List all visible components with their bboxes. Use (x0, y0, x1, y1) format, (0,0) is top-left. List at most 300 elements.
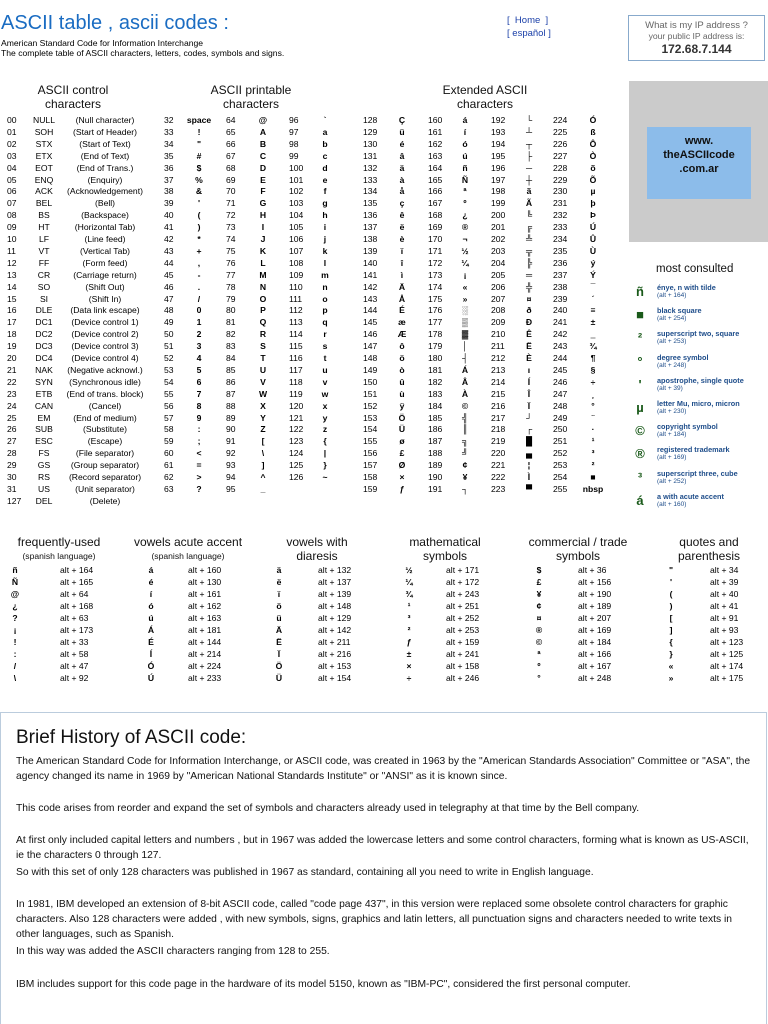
char-glyph: õ (590, 162, 596, 173)
group-alt-code: alt + 64 (60, 589, 89, 599)
char-code: 165 (428, 174, 443, 185)
char-glyph: + (196, 245, 202, 256)
spanish-link[interactable]: español (512, 28, 546, 39)
control-code: 11 (7, 245, 16, 256)
char-glyph: e (322, 174, 328, 185)
char-code: 182 (428, 376, 443, 387)
consulted-alt: (alt + 164) (657, 292, 687, 299)
char-code: 216 (491, 400, 506, 411)
consulted-name[interactable]: copyright symbol (657, 422, 718, 432)
control-code: 26 (7, 424, 17, 435)
char-glyph: Ì (527, 472, 531, 482)
char-glyph: ¹ (591, 436, 595, 447)
char-glyph: Í (527, 376, 531, 387)
char-glyph: ê (399, 210, 405, 221)
char-glyph: ¥ (462, 472, 468, 482)
char-code: 224 (553, 115, 568, 125)
char-glyph: i (323, 222, 327, 233)
char-glyph: B (259, 138, 267, 149)
char-glyph: A (259, 126, 267, 137)
char-code: 207 (491, 293, 506, 304)
char-glyph: ë (399, 222, 405, 233)
group-title-line: symbols (422, 549, 467, 563)
char-code: 121 (289, 412, 304, 423)
group-title-line: vowels with (286, 535, 348, 549)
consulted-name[interactable]: letter Mu, micro, micron (657, 399, 740, 408)
char-glyph: ¾ (589, 341, 597, 352)
char-code: 187 (428, 436, 443, 447)
char-glyph: Ó (589, 115, 597, 125)
char-code: 133 (363, 174, 378, 185)
char-code: 152 (363, 400, 378, 411)
char-glyph: ÿ (399, 400, 405, 411)
char-glyph: U (259, 364, 267, 375)
char-code: 42 (164, 234, 174, 244)
char-code: 68 (226, 162, 236, 173)
most-consulted-heading: most consulted (656, 263, 734, 275)
char-glyph: N (259, 281, 267, 292)
control-desc: (Start of Text) (79, 138, 131, 149)
char-glyph: L (260, 257, 266, 268)
control-abbr: ETB (35, 388, 53, 399)
char-glyph: █ (525, 436, 533, 447)
char-code: 144 (363, 305, 378, 316)
char-code: 63 (164, 483, 174, 494)
group-alt-code: alt + 160 (188, 565, 222, 575)
char-glyph: ® (461, 222, 469, 233)
char-glyph: ^ (260, 472, 266, 482)
char-code: 174 (428, 281, 443, 292)
char-code: 232 (553, 210, 568, 221)
char-code: 178 (428, 329, 443, 340)
control-desc: (End of Trans.) (76, 162, 134, 173)
control-abbr: LF (38, 234, 50, 244)
char-glyph: ½ (461, 245, 469, 256)
char-glyph: ï (400, 245, 404, 256)
char-glyph: ▄ (525, 448, 533, 459)
char-glyph: q (322, 317, 328, 328)
char-code: 62 (164, 472, 174, 482)
char-code: 210 (491, 329, 506, 340)
char-code: 102 (289, 186, 304, 197)
char-code: 90 (226, 424, 236, 435)
control-code: 18 (7, 329, 17, 340)
char-glyph: u (322, 364, 328, 375)
char-code: 129 (363, 126, 378, 137)
char-code: 161 (428, 126, 443, 137)
char-glyph: ¶ (590, 353, 596, 363)
control-abbr: FF (38, 257, 50, 268)
control-desc: (Form feed) (82, 257, 128, 268)
char-glyph: ▒ (461, 317, 469, 328)
char-glyph: Ï (527, 400, 531, 411)
char-glyph: ı (527, 364, 531, 375)
char-glyph: ┌ (525, 424, 533, 435)
char-glyph: ┘ (525, 412, 533, 423)
group-alt-code: alt + 248 (578, 673, 612, 683)
char-glyph: ║ (461, 424, 469, 435)
control-abbr: HT (38, 222, 50, 233)
group-char: ± (406, 649, 412, 659)
control-code: 14 (7, 281, 17, 292)
char-glyph: < (196, 448, 202, 459)
group-alt-code: alt + 184 (578, 637, 612, 647)
group-char: á (148, 565, 154, 575)
group-alt-code: alt + 162 (188, 601, 222, 611)
char-glyph: { (323, 436, 327, 447)
consulted-name[interactable]: degree symbol (657, 352, 709, 362)
consulted-char[interactable]: ñ (636, 284, 644, 299)
char-code: 104 (289, 210, 304, 221)
control-code: 07 (7, 198, 17, 209)
group-alt-code: alt + 158 (446, 661, 480, 671)
char-code: 134 (363, 186, 378, 197)
control-code: 28 (7, 448, 17, 459)
char-code: 83 (226, 341, 236, 352)
char-code: 206 (491, 281, 506, 292)
char-code: 138 (363, 234, 378, 244)
char-code: 87 (226, 388, 236, 399)
group-alt-code: alt + 168 (60, 601, 94, 611)
group-alt-code: alt + 253 (446, 625, 480, 635)
page-description: The complete table of ASCII characters, letters, codes, symbols and signs. (1, 48, 285, 58)
char-code: 153 (363, 412, 378, 423)
char-glyph: y (322, 412, 328, 423)
char-code: 64 (226, 115, 236, 125)
char-glyph: Ø (398, 460, 406, 471)
group-char: ÷ (406, 673, 412, 683)
home-link[interactable]: Home (514, 15, 541, 26)
char-code: 47 (164, 293, 174, 304)
char-glyph: æ (398, 317, 406, 328)
group-alt-code: alt + 252 (446, 613, 480, 623)
control-chars-heading: ASCII control characters (37, 83, 109, 111)
group-char: ú (148, 613, 154, 623)
char-glyph: T (260, 353, 266, 363)
group-char: ó (148, 601, 154, 611)
control-desc: (Negative acknowl.) (67, 364, 143, 375)
group-heading (262, 535, 372, 563)
char-code: 132 (363, 162, 378, 173)
char-code: 76 (226, 257, 236, 268)
group-title-line: diaresis (296, 549, 338, 563)
char-glyph: D (259, 162, 267, 173)
control-code: 27 (7, 436, 17, 447)
group-char: Ñ (11, 577, 19, 587)
char-glyph: ╦ (525, 245, 533, 256)
ip-label: your public IP address is: (648, 31, 745, 41)
group-alt-code: alt + 36 (578, 565, 607, 575)
char-glyph: & (195, 186, 203, 197)
group-title-line: vowels acute accent (133, 535, 243, 549)
char-code: 233 (553, 222, 568, 233)
char-code: 135 (363, 198, 378, 209)
group-char: ² (407, 625, 411, 635)
consulted-char[interactable]: ' (638, 376, 642, 392)
char-code: 65 (226, 126, 236, 137)
group-heading (516, 535, 640, 563)
control-code: 13 (7, 269, 17, 280)
control-desc: (Acknowledgement) (67, 186, 143, 197)
group-char: £ (536, 577, 542, 587)
char-code: 230 (553, 186, 568, 197)
consulted-name[interactable]: a with acute accent (657, 491, 724, 501)
char-glyph: ╩ (525, 234, 533, 244)
control-desc: (File separator) (75, 448, 135, 459)
char-code: 162 (428, 138, 443, 149)
group-alt-code: alt + 241 (446, 649, 480, 659)
char-glyph: Á (461, 364, 469, 375)
control-desc: (Carriage return) (73, 269, 137, 280)
char-code: 101 (289, 174, 304, 185)
char-code: 99 (289, 150, 299, 161)
group-alt-code: alt + 139 (318, 589, 352, 599)
char-glyph: x (322, 400, 328, 411)
char-code: 86 (226, 376, 236, 387)
consulted-name[interactable]: énye, n with tilde (657, 283, 716, 292)
char-code: 128 (363, 115, 378, 125)
char-glyph: è (399, 234, 405, 244)
char-code: 39 (164, 198, 174, 209)
control-desc: (Device control 3) (71, 341, 139, 352)
group-alt-code: alt + 153 (318, 661, 352, 671)
group-alt-code: alt + 125 (710, 649, 744, 659)
char-glyph: ö (399, 353, 405, 363)
group-char: ñ (12, 565, 18, 575)
group-title-line: quotes and (679, 535, 739, 549)
char-glyph: Þ (590, 210, 596, 221)
control-abbr: RS (38, 472, 50, 482)
char-code: 55 (164, 388, 174, 399)
char-glyph: ╬ (525, 281, 533, 292)
group-char: ® (535, 625, 543, 635)
char-code: 164 (428, 162, 443, 173)
char-glyph: ≡ (590, 305, 596, 316)
consulted-name[interactable]: registered trademark (657, 445, 730, 455)
consulted-char[interactable]: á (636, 492, 644, 508)
group-char: ) (669, 601, 673, 611)
char-code: 243 (553, 341, 568, 352)
char-glyph: , (197, 257, 201, 268)
char-glyph: g (322, 198, 328, 209)
char-glyph: ò (399, 364, 405, 375)
char-code: 145 (363, 317, 378, 328)
char-code: 112 (289, 305, 303, 316)
char-code: 96 (289, 115, 299, 125)
char-code: 109 (289, 269, 304, 280)
char-code: 51 (164, 341, 174, 352)
consulted-name[interactable]: superscript three, cube (657, 468, 738, 478)
ip-address-box (628, 15, 765, 61)
char-code: 159 (363, 483, 378, 494)
control-desc: (Data link escape) (70, 305, 140, 316)
char-code: 97 (289, 126, 299, 137)
char-glyph: I (261, 222, 265, 233)
char-glyph: î (400, 257, 404, 268)
consulted-char[interactable]: © (635, 423, 645, 439)
group-alt-code: alt + 190 (578, 589, 612, 599)
char-code: 111 (289, 293, 303, 304)
control-abbr: DC4 (35, 353, 53, 363)
char-code: 242 (553, 329, 568, 340)
group-alt-code: alt + 161 (188, 589, 222, 599)
control-desc: (Bell) (94, 198, 116, 209)
control-code: 05 (7, 174, 17, 185)
consulted-char[interactable]: ³ (637, 469, 643, 485)
ip-value: 172.68.7.144 (661, 42, 732, 56)
consulted-char[interactable]: µ (636, 400, 644, 415)
char-code: 66 (226, 138, 236, 149)
char-glyph: Î (527, 388, 531, 399)
control-abbr: NULL (33, 115, 55, 125)
char-glyph: § (590, 364, 596, 375)
char-glyph: J (260, 234, 266, 244)
char-code: 170 (428, 234, 443, 244)
control-abbr: NAK (35, 364, 53, 375)
char-glyph: C (259, 150, 267, 161)
char-glyph: P (260, 305, 266, 316)
group-alt-code: alt + 58 (60, 649, 89, 659)
control-desc: (Horizontal Tab) (74, 222, 136, 233)
char-glyph: à (399, 174, 405, 185)
char-code: 40 (164, 210, 174, 221)
char-glyph: 8 (196, 400, 202, 411)
group-char: ¡ (13, 625, 17, 635)
char-glyph: $ (196, 162, 202, 173)
char-glyph: £ (399, 448, 405, 459)
group-alt-code: alt + 91 (710, 613, 739, 623)
consulted-name[interactable]: black square (657, 306, 702, 316)
char-glyph: k (322, 245, 328, 256)
char-code: 236 (553, 257, 568, 268)
history-paragraph-3: At first only included capital letters and numbers , but in 1967 was added the lowercase letters and some control characters, forming what is known as US-ASCII, ie the characters 0 through 127. (16, 835, 749, 862)
consulted-char[interactable]: ® (635, 446, 645, 462)
char-code: 217 (491, 412, 506, 423)
char-glyph: ª (463, 186, 467, 197)
char-code: 221 (491, 460, 506, 471)
group-char: Ö (275, 661, 283, 671)
group-char: Í (149, 649, 153, 659)
char-code: 147 (363, 341, 378, 352)
group-alt-code: alt + 171 (446, 565, 480, 575)
char-code: 108 (289, 257, 304, 268)
char-glyph: Ö (398, 412, 406, 423)
char-glyph: ▓ (461, 329, 469, 340)
char-code: 254 (553, 472, 568, 482)
consulted-name[interactable]: apostrophe, single quote (657, 375, 744, 385)
char-glyph: > (196, 472, 202, 482)
char-glyph: [ (261, 436, 265, 447)
char-glyph: a (322, 126, 328, 137)
char-code: 167 (428, 198, 443, 209)
char-glyph: ¬ (462, 234, 468, 244)
char-code: 155 (363, 436, 378, 447)
char-glyph: W (258, 388, 268, 399)
site-banner[interactable] (629, 81, 768, 242)
consulted-alt: (alt + 252) (657, 477, 687, 485)
group-char: \ (13, 673, 17, 683)
control-abbr: US (38, 483, 50, 494)
group-title-line: frequently-used (17, 535, 101, 549)
char-glyph: µ (590, 186, 596, 197)
site-logo: www. theASCIIcode .com.ar (647, 127, 751, 199)
group-alt-code: alt + 33 (60, 637, 89, 647)
char-glyph: ╗ (461, 436, 469, 447)
consulted-name[interactable]: superscript two, square (657, 329, 740, 339)
char-glyph: ¼ (461, 257, 469, 268)
char-glyph: G (259, 198, 267, 209)
group-char: ( (669, 589, 673, 599)
char-glyph: 0 (196, 305, 202, 316)
char-glyph: ù (399, 388, 405, 399)
char-code: 113 (289, 317, 303, 328)
char-glyph: ú (462, 150, 468, 161)
control-abbr: SOH (34, 126, 54, 137)
char-glyph: ´ (591, 293, 595, 304)
control-abbr: EOT (35, 162, 53, 173)
group-char: ï (277, 589, 281, 599)
group-char: [ (669, 613, 673, 623)
group-alt-code: alt + 243 (446, 589, 480, 599)
group-char: ä (276, 565, 282, 575)
char-code: 114 (289, 329, 303, 340)
char-code: 185 (428, 412, 443, 423)
group-char: ¾ (405, 589, 413, 599)
char-glyph: z (322, 424, 328, 435)
char-glyph: E (260, 174, 266, 185)
control-code: 03 (7, 150, 17, 161)
control-code: 17 (7, 317, 17, 328)
group-alt-code: alt + 246 (446, 673, 480, 683)
char-code: 57 (164, 412, 174, 423)
group-char: ° (537, 673, 541, 683)
history-paragraph-2: This code arises from reorder and expand the set of symbols and characters already used in telegraphy at that time by the Bell company. (16, 803, 640, 814)
char-code: 120 (289, 400, 304, 411)
char-glyph: ╠ (525, 257, 533, 268)
char-code: 106 (289, 234, 304, 244)
consulted-char[interactable]: ■ (636, 307, 644, 323)
char-code: 89 (226, 412, 236, 423)
group-alt-code: alt + 159 (446, 637, 480, 647)
control-desc: (Cancel) (88, 400, 122, 411)
group-char: Ä (275, 625, 283, 635)
char-glyph: . (197, 281, 201, 292)
group-char: Ë (276, 637, 282, 647)
char-glyph: # (196, 150, 202, 161)
group-char: ö (276, 601, 282, 611)
char-code: 208 (491, 305, 506, 316)
char-code: 198 (491, 186, 506, 197)
control-code: 08 (7, 210, 17, 221)
consulted-char[interactable]: ² (637, 330, 643, 346)
char-glyph: ƒ (399, 483, 405, 494)
group-alt-code: alt + 216 (318, 649, 352, 659)
control-desc: (Synchronous idle) (69, 376, 141, 387)
char-glyph: S (260, 341, 266, 352)
char-code: 46 (164, 281, 174, 292)
group-char: ³ (407, 613, 411, 623)
control-abbr: ESC (35, 436, 53, 447)
control-abbr: DC3 (35, 341, 53, 352)
control-code: 01 (7, 126, 17, 137)
char-code: 229 (553, 174, 568, 185)
consulted-char[interactable]: ° (637, 353, 643, 369)
char-glyph: ? (196, 483, 202, 494)
group-char: ] (669, 625, 673, 635)
char-code: 115 (289, 341, 303, 352)
char-glyph: Ð (525, 317, 533, 328)
control-abbr: BS (38, 210, 50, 221)
